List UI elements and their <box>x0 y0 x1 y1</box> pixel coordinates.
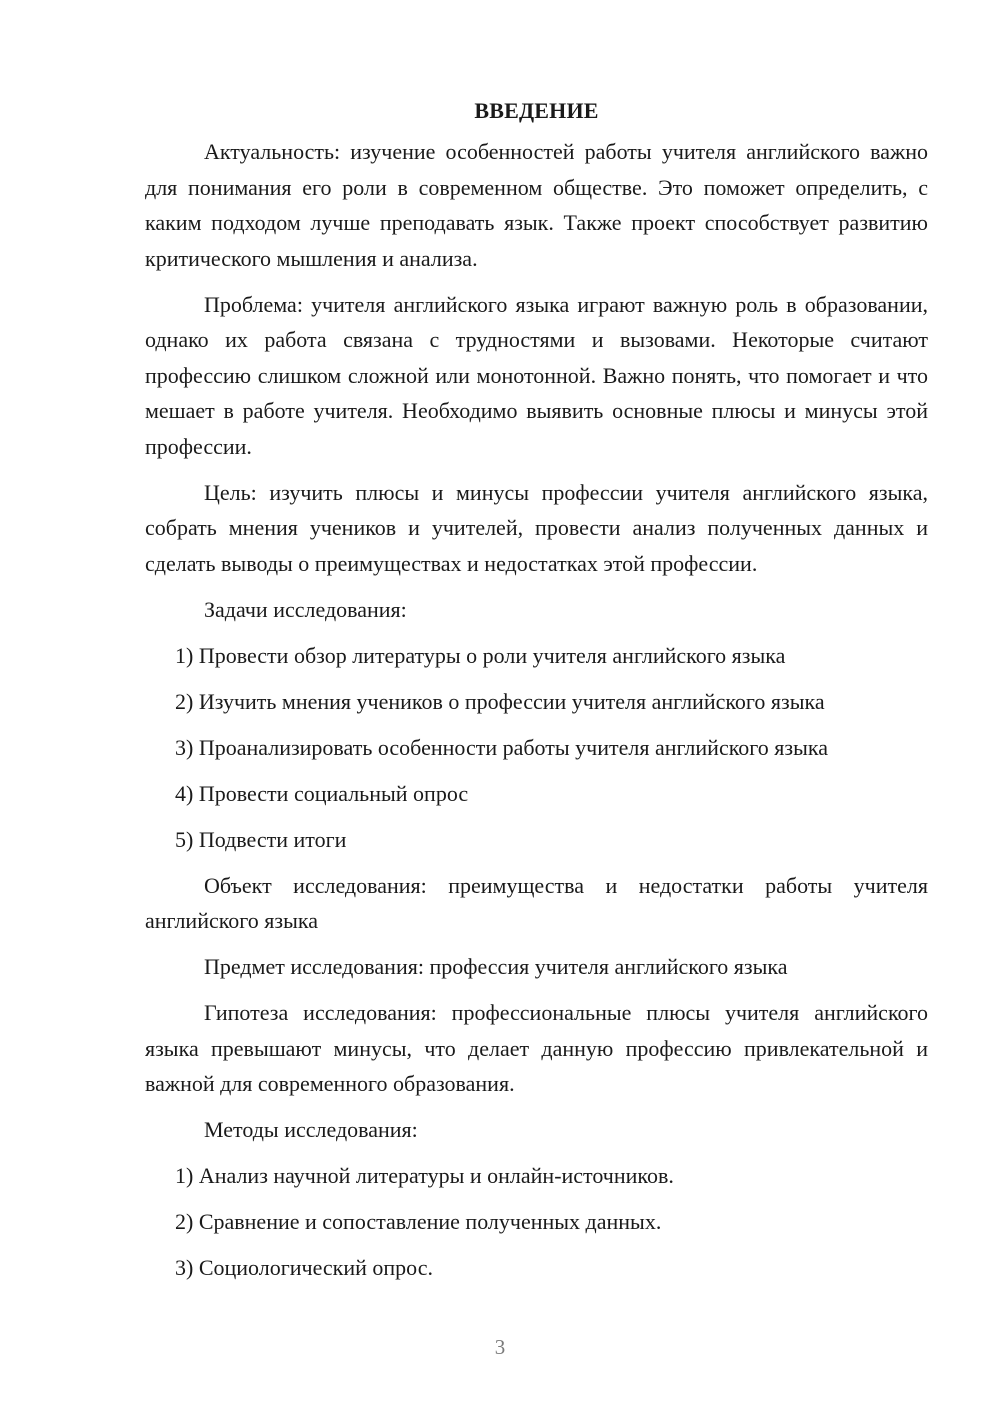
method-item-2: 2) Сравнение и сопоставление полученных данных. <box>175 1209 662 1234</box>
task-item-1: 1) Провести обзор литературы о роли учителя английского языка <box>175 642 786 668</box>
document-page <box>145 96 928 1296</box>
task-item-5: 5) Подвести итоги <box>175 826 347 852</box>
paragraph-relevance: Актуальность: изучение особенностей работы учителя английского важно для понимания его роли в современном обществе. Это поможет определить, с каким подходом лучше преподавать язык. Также проект способствует развитию критического мышления и анализа. <box>145 139 928 271</box>
task-item-3: 3) Проанализировать особенности работы учителя английского языка <box>175 734 828 760</box>
page-title: ВВЕДЕНИЕ <box>474 98 599 123</box>
paragraph-goal: Цель: изучить плюсы и минусы профессии учителя английского языка, собрать мнения учеников и учителей, провести анализ полученных данных и сделать выводы о преимуществах и недостатках этой профессии. <box>145 479 928 576</box>
paragraph-problem: Проблема: учителя английского языка играют важную роль в образовании, однако их работа связана с трудностями и вызовами. Некоторые считают профессию слишком сложной или монотонной. Важно понять, что помогает и что мешает в работе учителя. Необходимо выявить основные плюсы и минусы этой профессии. <box>145 291 928 459</box>
paragraph-object: Объект исследования: преимущества и недостатки работы учителя английского языка <box>145 872 928 933</box>
task-item-4: 4) Провести социальный опрос <box>175 780 469 806</box>
paragraph-subject: Предмет исследования: профессия учителя английского языка <box>204 954 788 979</box>
page-number: 3 <box>494 1335 506 1359</box>
methods-label: Методы исследования: <box>204 1117 418 1142</box>
tasks-label: Задачи исследования: <box>204 596 407 622</box>
task-item-2: 2) Изучить мнения учеников о профессии учителя английского языка <box>175 688 825 714</box>
paragraph-hypothesis: Гипотеза исследования: профессиональные плюсы учителя английского языка превышают минусы, что делает данную профессию привлекательной и важной для современного образования. <box>145 1000 928 1096</box>
method-item-3: 3) Социологический опрос. <box>175 1255 433 1280</box>
method-item-1: 1) Анализ научной литературы и онлайн-источников. <box>175 1163 674 1188</box>
